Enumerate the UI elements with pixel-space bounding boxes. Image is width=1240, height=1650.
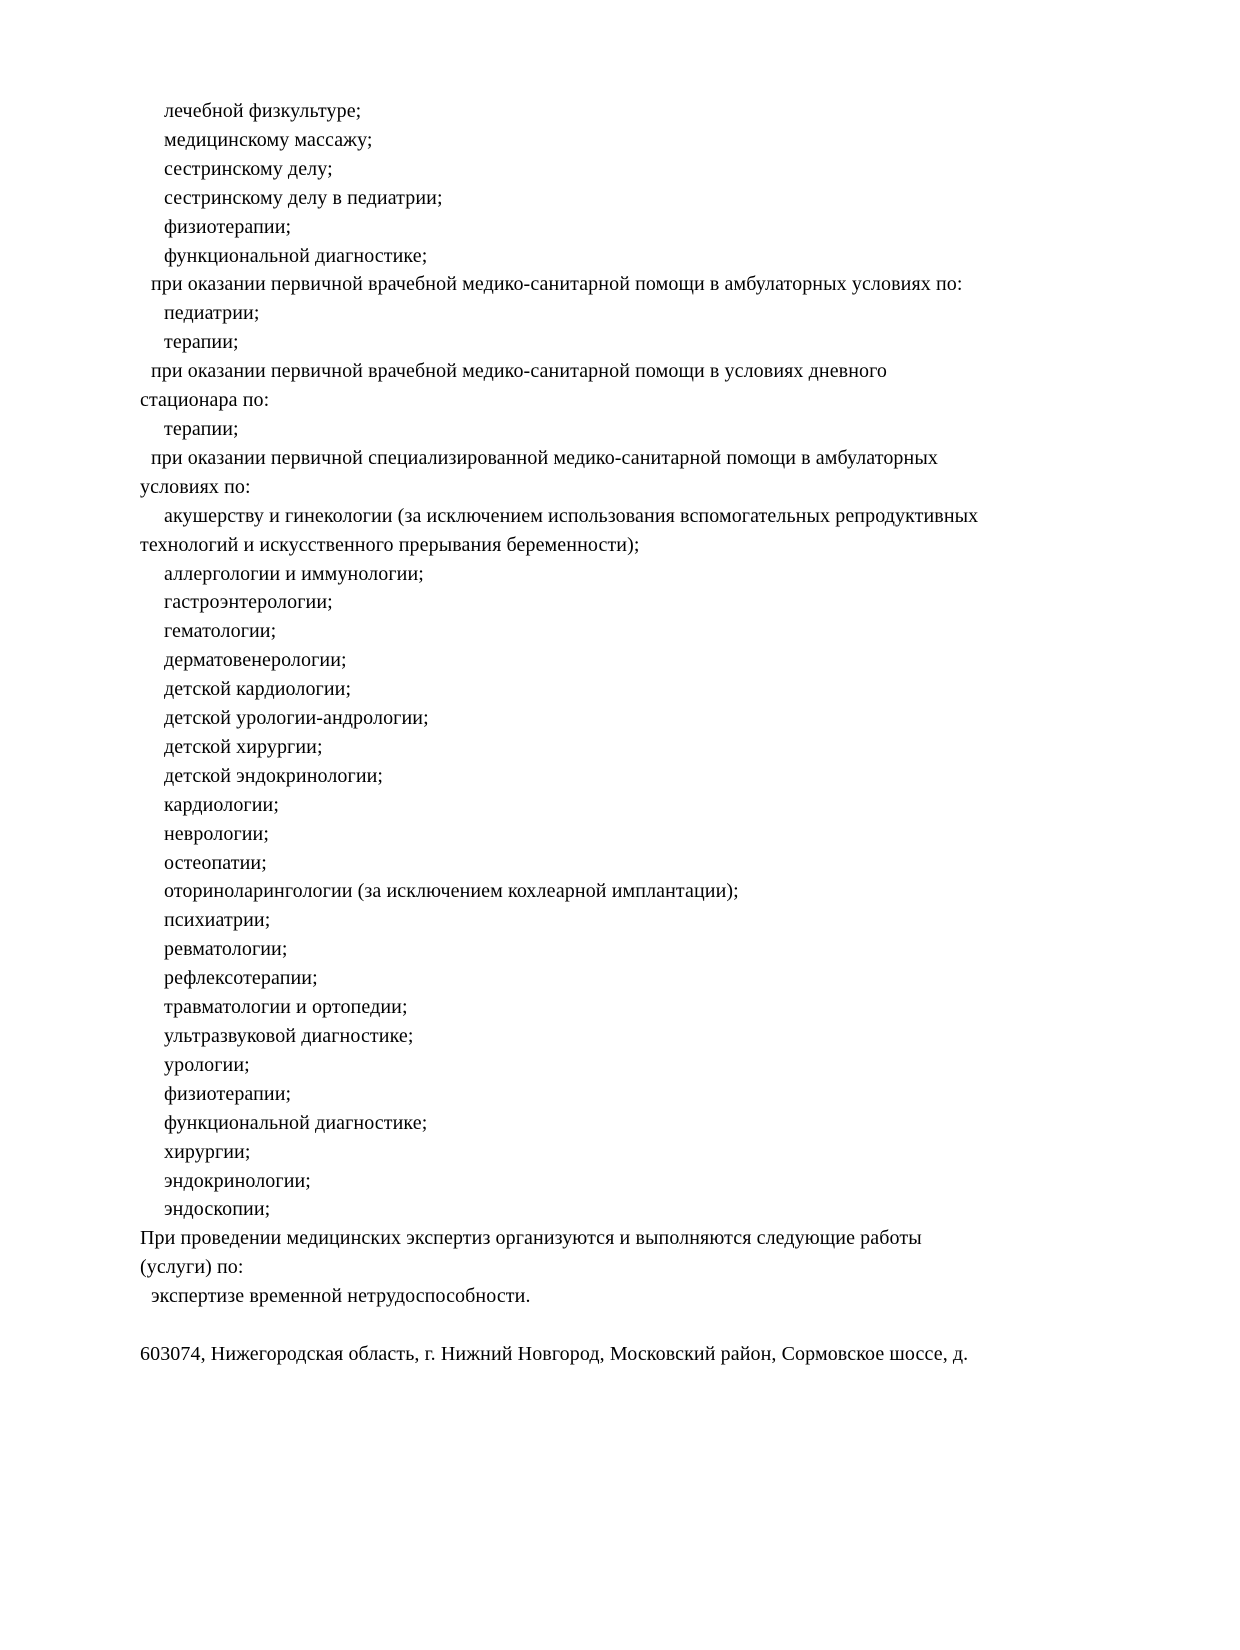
text-line: хирургии;: [164, 1140, 251, 1163]
text-line: 603074, Нижегородская область, г. Нижний Новгород, Московский район, Сормовское шоссе, д.: [140, 1342, 969, 1365]
text-line: детской урологии-андрологии;: [164, 707, 429, 730]
text-line: гематологии;: [164, 620, 277, 643]
text-line: детской эндокринологии;: [164, 764, 384, 787]
text-line: оториноларингологии (за исключением кохлеарной имплантации);: [164, 880, 739, 903]
text-line: ультразвуковой диагностике;: [164, 1025, 414, 1047]
text-line: экспертизе временной нетрудоспособности.: [151, 1285, 531, 1308]
text-line: при оказании первичной врачебной медико-санитарной помощи в амбулаторных условиях по:: [151, 273, 963, 296]
text-line: сестринскому делу;: [164, 157, 333, 180]
text-line: При проведении медицинских экспертиз организуются и выполняются следующие работы: [140, 1227, 922, 1250]
text-line: аллергологии и иммунологии;: [164, 562, 424, 585]
text-line: лечебной физкультуре;: [164, 100, 362, 122]
text-line: остеопатии;: [164, 851, 267, 874]
text-line: детской хирургии;: [164, 735, 323, 758]
text-line: при оказании первичной специализированной медико-санитарной помощи в амбулаторных: [151, 446, 938, 469]
text-line: терапии;: [164, 331, 239, 354]
text-line: урологии;: [164, 1053, 250, 1076]
text-line: терапии;: [164, 417, 239, 440]
text-line: дерматовенерологии;: [164, 649, 347, 672]
text-line: эндоскопии;: [164, 1198, 271, 1221]
text-line: физиотерапии;: [164, 215, 292, 238]
text-line: психиатрии;: [164, 909, 271, 932]
text-line: гастроэнтерологии;: [164, 591, 333, 614]
text-line: функциональной диагностике;: [164, 1111, 428, 1134]
text-line: детской кардиологии;: [164, 678, 352, 701]
text-line: педиатрии;: [164, 302, 260, 325]
text-line: стационара по:: [140, 389, 270, 412]
license-services-text-block: [140, 97, 1155, 1369]
text-line: неврологии;: [164, 822, 270, 845]
blank-line: [140, 1311, 1155, 1340]
text-line: физиотерапии;: [164, 1082, 292, 1105]
text-line: кардиологии;: [164, 793, 279, 816]
text-line: ревматологии;: [164, 938, 288, 961]
text-line: (услуги) по:: [140, 1256, 244, 1279]
text-line: условиях по:: [140, 475, 251, 498]
text-line: эндокринологии;: [164, 1169, 311, 1192]
text-line: акушерству и гинекологии (за исключением использования вспомогательных репродуктивных: [164, 504, 979, 527]
text-line: сестринскому делу в педиатрии;: [164, 186, 443, 209]
text-line: медицинскому массажу;: [164, 128, 373, 151]
text-line: при оказании первичной врачебной медико-санитарной помощи в условиях дневного: [151, 360, 888, 383]
text-line: функциональной диагностике;: [164, 244, 428, 267]
text-line: технологий и искусственного прерывания беременности);: [140, 533, 640, 556]
text-line: рефлексотерапии;: [164, 967, 318, 990]
text-line: травматологии и ортопедии;: [164, 996, 408, 1019]
